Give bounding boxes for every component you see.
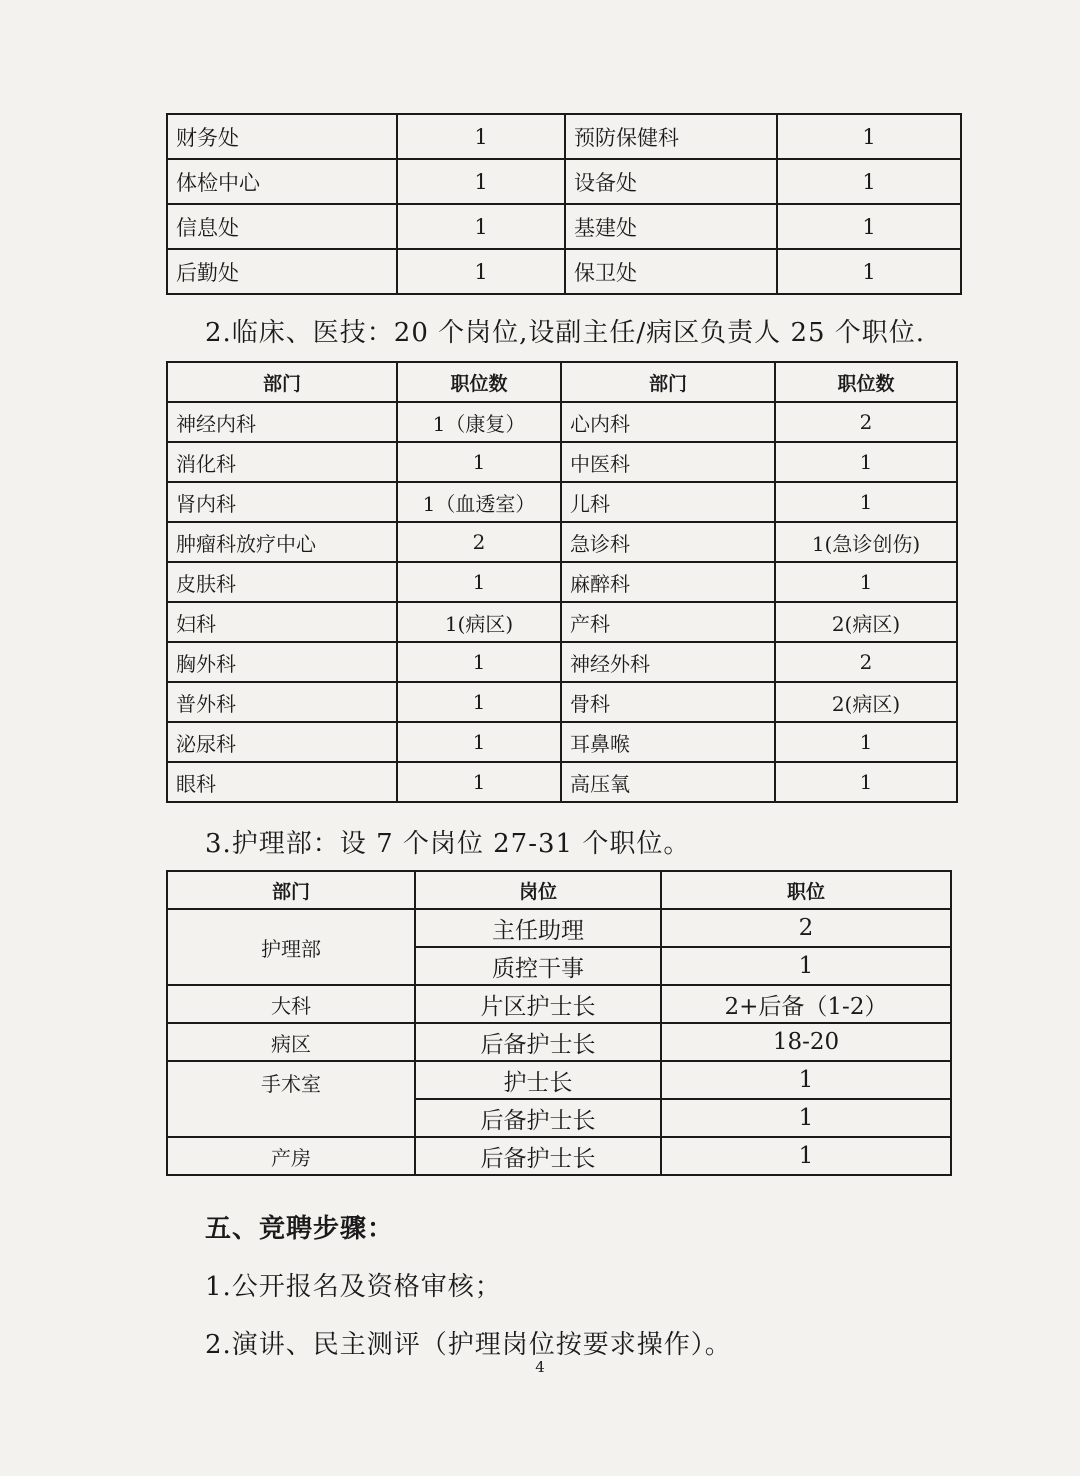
- count-cell: 1: [775, 482, 957, 522]
- dept-cell: 大科: [167, 985, 415, 1023]
- count-cell: 2(病区): [775, 682, 957, 722]
- section-heading: 五、竞聘步骤：: [205, 1214, 395, 1244]
- count-cell: 1: [397, 762, 561, 802]
- table-row: [167, 249, 961, 294]
- post-cell: 后备护士长: [415, 1137, 661, 1175]
- table-row: [167, 522, 957, 562]
- dept-cell: 财务处: [167, 114, 397, 159]
- dept-cell: 高压氧: [561, 762, 775, 802]
- dept-cell: 预防保健科: [565, 114, 777, 159]
- column-header: 职位数: [775, 362, 957, 402]
- dept-cell: 普外科: [167, 682, 397, 722]
- dept-cell: 设备处: [565, 159, 777, 204]
- count-cell: 1: [661, 947, 951, 985]
- dept-cell: 体检中心: [167, 159, 397, 204]
- dept-cell: 保卫处: [565, 249, 777, 294]
- count-cell: 2: [397, 522, 561, 562]
- count-cell: 1: [661, 1137, 951, 1175]
- count-cell: 1: [775, 722, 957, 762]
- dept-cell: 儿科: [561, 482, 775, 522]
- dept-cell: 神经外科: [561, 642, 775, 682]
- post-cell: 护士长: [415, 1061, 661, 1099]
- dept-cell: 护理部: [167, 909, 415, 985]
- post-cell: 后备护士长: [415, 1023, 661, 1061]
- nursing-positions-table: [166, 870, 952, 1176]
- count-cell: 1: [777, 204, 961, 249]
- dept-cell: 产科: [561, 602, 775, 642]
- table-header-row: [167, 362, 957, 402]
- column-header: 岗位: [415, 871, 661, 909]
- count-cell: 2(病区): [775, 602, 957, 642]
- page-number: 4: [535, 1358, 545, 1376]
- table-row: [167, 642, 957, 682]
- table-row: [167, 722, 957, 762]
- count-cell: 1: [777, 249, 961, 294]
- count-cell: 1(病区): [397, 602, 561, 642]
- clinical-positions-table: [166, 361, 958, 803]
- count-cell: 1: [775, 762, 957, 802]
- count-cell: 1: [661, 1099, 951, 1137]
- count-cell: 18-20: [661, 1023, 951, 1061]
- column-header: 部门: [561, 362, 775, 402]
- table-row: [167, 114, 961, 159]
- dept-cell: 肿瘤科放疗中心: [167, 522, 397, 562]
- count-cell: 1: [775, 562, 957, 602]
- post-cell: 后备护士长: [415, 1099, 661, 1137]
- table-row: [167, 442, 957, 482]
- count-cell: 1: [397, 159, 565, 204]
- count-cell: 1: [397, 204, 565, 249]
- column-header: 部门: [167, 871, 415, 909]
- count-cell: 2+后备（1-2）: [661, 985, 951, 1023]
- table-row: [167, 402, 957, 442]
- dept-cell: 麻醉科: [561, 562, 775, 602]
- count-cell: 1: [661, 1061, 951, 1099]
- count-cell: 1: [777, 114, 961, 159]
- count-cell: 1: [775, 442, 957, 482]
- count-cell: 1: [397, 442, 561, 482]
- dept-cell: 耳鼻喉: [561, 722, 775, 762]
- dept-cell: 神经内科: [167, 402, 397, 442]
- column-header: 部门: [167, 362, 397, 402]
- dept-cell: 骨科: [561, 682, 775, 722]
- table-row: [167, 562, 957, 602]
- table-row: [167, 682, 957, 722]
- count-cell: 1: [397, 722, 561, 762]
- count-cell: 1: [397, 642, 561, 682]
- post-cell: 主任助理: [415, 909, 661, 947]
- dept-cell: 后勤处: [167, 249, 397, 294]
- dept-cell: 手术室: [167, 1061, 415, 1137]
- count-cell: 2: [775, 642, 957, 682]
- count-cell: 2: [661, 909, 951, 947]
- dept-cell: 泌尿科: [167, 722, 397, 762]
- dept-cell: 眼科: [167, 762, 397, 802]
- table-row: [167, 204, 961, 249]
- dept-cell: 病区: [167, 1023, 415, 1061]
- step-item: 1.公开报名及资格审核；: [205, 1272, 502, 1302]
- table-row: [167, 909, 951, 947]
- table-row: [167, 482, 957, 522]
- count-cell: 1: [777, 159, 961, 204]
- nursing-heading: 3.护理部：设 7 个岗位 27-31 个职位。: [205, 829, 691, 859]
- count-cell: 2: [775, 402, 957, 442]
- table-row: [167, 1061, 951, 1099]
- dept-cell: 中医科: [561, 442, 775, 482]
- dept-cell: 消化科: [167, 442, 397, 482]
- dept-cell: 肾内科: [167, 482, 397, 522]
- count-cell: 1(急诊创伤): [775, 522, 957, 562]
- count-cell: 1（康复）: [397, 402, 561, 442]
- table-row: [167, 985, 951, 1023]
- clinical-heading: 2.临床、医技：20 个岗位,设副主任/病区负责人 25 个职位.: [205, 318, 926, 348]
- table-row: [167, 602, 957, 642]
- count-cell: 1: [397, 114, 565, 159]
- count-cell: 1: [397, 562, 561, 602]
- column-header: 职位: [661, 871, 951, 909]
- step-item: 2.演讲、民主测评（护理岗位按要求操作）。: [205, 1330, 732, 1360]
- table-header-row: [167, 871, 951, 909]
- table-row: [167, 159, 961, 204]
- table-row: [167, 762, 957, 802]
- post-cell: 质控干事: [415, 947, 661, 985]
- dept-cell: 产房: [167, 1137, 415, 1175]
- column-header: 职位数: [397, 362, 561, 402]
- count-cell: 1: [397, 682, 561, 722]
- dept-cell: 皮肤科: [167, 562, 397, 602]
- post-cell: 片区护士长: [415, 985, 661, 1023]
- dept-cell: 基建处: [565, 204, 777, 249]
- dept-cell: 信息处: [167, 204, 397, 249]
- admin-positions-table: [166, 113, 962, 295]
- table-row: [167, 1023, 951, 1061]
- dept-cell: 心内科: [561, 402, 775, 442]
- table-row: [167, 1137, 951, 1175]
- count-cell: 1: [397, 249, 565, 294]
- dept-cell: 妇科: [167, 602, 397, 642]
- dept-cell: 胸外科: [167, 642, 397, 682]
- dept-cell: 急诊科: [561, 522, 775, 562]
- count-cell: 1（血透室）: [397, 482, 561, 522]
